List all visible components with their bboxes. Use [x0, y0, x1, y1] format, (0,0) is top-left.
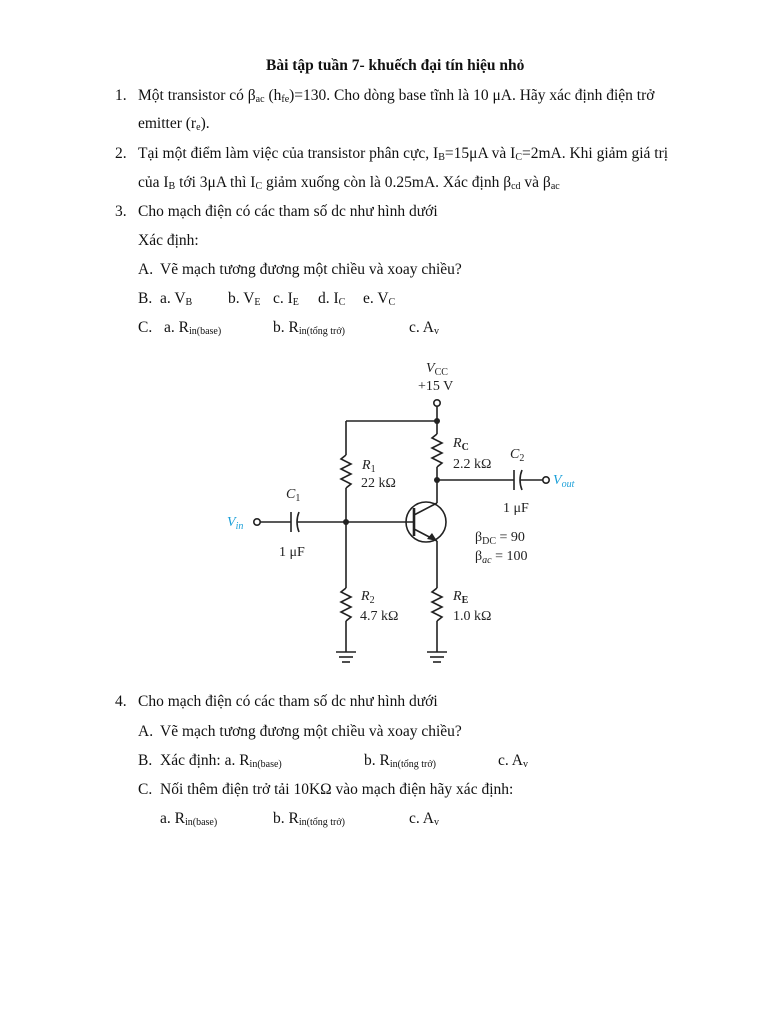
q3-a-label: A. — [138, 261, 154, 278]
r1-value: 22 kΩ — [361, 476, 396, 491]
q3-c-b: b. $R_{in(tổng trở)}$ — [273, 319, 345, 337]
ground-right — [427, 652, 447, 662]
vin-label: $V_{in}$ — [227, 515, 244, 532]
q2-number: 2. — [115, 145, 127, 162]
beta-dc: $\beta_{DC} = 90$ — [475, 530, 525, 547]
page-title: Bài tập tuần 7- khuếch đại tín hiệu nhỏ — [266, 57, 525, 74]
re-value: 1.0 kΩ — [453, 609, 492, 624]
q3-c-label: C. — [138, 319, 153, 336]
beta-ac: $\beta_{ac} = 100$ — [475, 549, 528, 566]
q3-c-a: a. $R_{in(base)}$ — [164, 319, 222, 337]
q3-c-c: c. $A_v$ — [409, 319, 439, 337]
q3-b-a: a. $V_B$ — [160, 290, 193, 308]
r2-resistor — [341, 588, 351, 621]
vout-label: $V_{out}$ — [553, 473, 575, 490]
q3-number: 3. — [115, 203, 127, 220]
amplifier-circuit-diagram — [0, 350, 768, 680]
r1-label: $R_1$ — [362, 458, 376, 475]
c2-value: 1 μF — [503, 501, 529, 516]
rc-value: 2.2 kΩ — [453, 457, 492, 472]
junction-top — [434, 418, 440, 424]
q4-b-a: Xác định: a. $R_{in(base)}$ — [160, 752, 282, 770]
rc-label: $R_C$ — [453, 436, 469, 453]
q4-b-b: b. $R_{in(tổng trở)}$ — [364, 752, 436, 770]
q1-line2: emitter $(r_e)$. — [138, 115, 210, 133]
q4-number: 4. — [115, 693, 127, 710]
junction-collector — [434, 477, 440, 483]
q3-b-e: e. $V_C$ — [363, 290, 396, 308]
q4-b-label: B. — [138, 752, 153, 769]
q2-line2: của $I_B$ tới 3μA thì $I_C$ giảm xuống còn là 0.25mA. Xác định $\beta_{cd}$ và $\beta_{ac}$ — [138, 174, 560, 192]
vout-terminal — [543, 477, 549, 483]
q4-d-b: b. $R_{in(tổng trở)}$ — [273, 810, 345, 828]
q4-line1: Cho mạch điện có các tham số dc như hình dưới — [138, 693, 438, 710]
ground-left — [336, 652, 356, 662]
c1-value: 1 μF — [279, 545, 305, 560]
c2-label: $C_2$ — [510, 447, 525, 464]
vcc-value: +15 V — [418, 379, 454, 394]
rc-resistor — [432, 434, 442, 467]
q3-line2: Xác định: — [138, 232, 199, 249]
q3-b-d: d. $I_C$ — [318, 290, 346, 308]
q3-line1: Cho mạch điện có các tham số dc như hình dưới — [138, 203, 438, 220]
re-label: $R_E$ — [453, 589, 469, 606]
q2-line1: Tại một điểm làm việc của transistor phân cực, $I_B=15\mu A$ và $I_C=2mA$. Khi giảm giá trị — [138, 145, 669, 163]
q1-line1: Một transistor có $\beta_{ac}$ $(h_{fe})=130$. Cho dòng base tĩnh là 10 μA. Hãy xác định điện trở — [138, 87, 655, 105]
q3-b-label: B. — [138, 290, 153, 307]
r1-resistor — [341, 455, 351, 488]
q4-c-text: Nối thêm điện trở tải 10KΩ vào mạch điện hãy xác định: — [160, 781, 514, 798]
q3-b-b: b. $V_E$ — [228, 290, 261, 308]
q4-b-c: c. $A_v$ — [498, 752, 528, 770]
q1-number: 1. — [115, 87, 127, 104]
q4-a-text: Vẽ mạch tương đương một chiều và xoay chiều? — [160, 723, 462, 740]
re-resistor — [432, 588, 442, 621]
vin-terminal — [254, 519, 260, 525]
r2-value: 4.7 kΩ — [360, 609, 399, 624]
q4-a-label: A. — [138, 723, 154, 740]
vcc-terminal — [434, 400, 440, 406]
vcc-label: $V_{CC}$ — [426, 361, 448, 378]
junction-base — [343, 519, 349, 525]
q4-d-a: a. $R_{in(base)}$ — [160, 810, 218, 828]
r2-label: $R_2$ — [361, 589, 375, 606]
q4-d-c: c. $A_v$ — [409, 810, 439, 828]
q4-c-label: C. — [138, 781, 153, 798]
c1-label: $C_1$ — [286, 487, 301, 504]
q3-a-text: Vẽ mạch tương đương một chiều và xoay chiều? — [160, 261, 462, 278]
q3-b-c: c. $I_E$ — [273, 290, 299, 308]
